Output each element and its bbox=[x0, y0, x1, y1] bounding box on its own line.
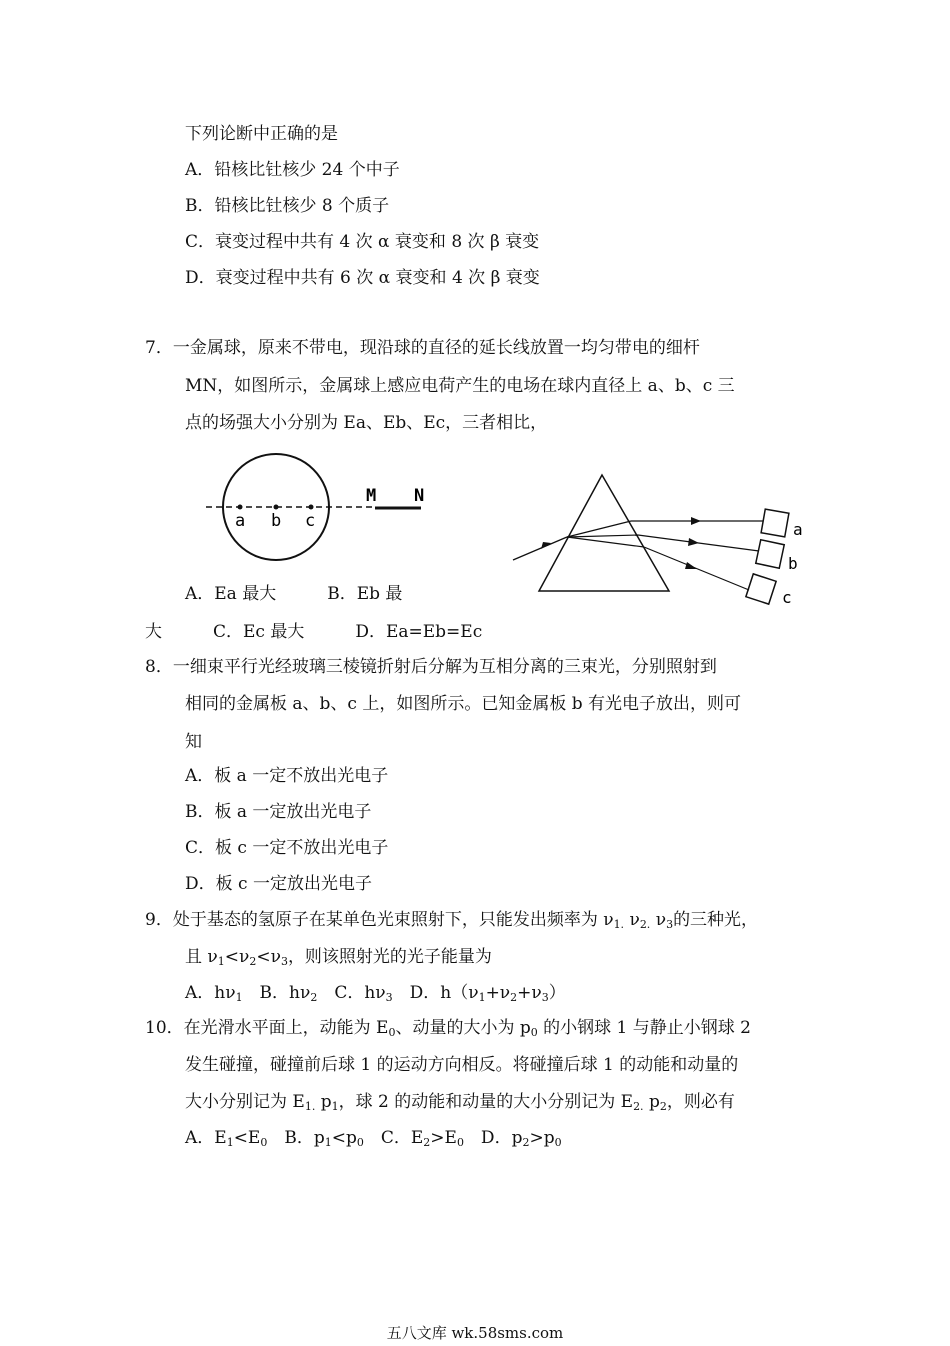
q7-line-2: MN，如图所示，金属球上感应电荷产生的电场在球内直径上 a、b、c 三 bbox=[185, 376, 735, 396]
beam-a-arrow bbox=[691, 517, 701, 525]
q6-option-b: B．铅核比钍核少 8 个质子 bbox=[185, 196, 390, 216]
incident-beam bbox=[513, 537, 567, 560]
q7-line-3: 点的场强大小分别为 Ea、Eb、Ec，三者相比， bbox=[185, 413, 548, 433]
plate-a bbox=[761, 509, 789, 537]
q10-line-3: 大小分别记为 $E_{1.}$ $p_1$，球 2 的动能和动量的大小分别记为 $E_{2.}$ $p_2$，则必有 bbox=[185, 1092, 735, 1113]
page-footer: 五八文库 wk.58sms.com bbox=[386, 1324, 564, 1342]
q6-option-c: C．衰变过程中共有 4 次 α 衰变和 8 次 β 衰变 bbox=[185, 232, 540, 252]
q7-line-1: 7．一金属球，原来不带电，现沿球的直径的延长线放置一均匀带电的细杆 bbox=[145, 338, 700, 358]
label-m: M bbox=[366, 486, 377, 506]
plate-label-b: b bbox=[788, 554, 798, 573]
q8-line-1: 8．一细束平行光经玻璃三棱镜折射后分解为互相分离的三束光，分别照射到 bbox=[145, 657, 717, 677]
beam-b-inside bbox=[567, 535, 638, 537]
q6-option-a: A．铅核比钍核少 24 个中子 bbox=[185, 160, 400, 180]
beam-c-arrow bbox=[685, 562, 697, 569]
plate-label-a: a bbox=[793, 520, 803, 539]
beam-a-inside bbox=[567, 521, 631, 537]
label-a: a bbox=[235, 511, 246, 531]
beam-c bbox=[644, 547, 749, 590]
q10-line-1: 10．在光滑水平面上，动能为 $E_0$、动量的大小为 $p_0$ 的小钢球 1 与静止小钢球 2 bbox=[145, 1018, 751, 1039]
q10-line-2: 发生碰撞，碰撞前后球 1 的运动方向相反。将碰撞后球 1 的动能和动量的 bbox=[185, 1055, 739, 1075]
label-c: c bbox=[305, 511, 316, 531]
q7-options-line-2: 大 C．Ec 最大 D．Ea=Eb=Ec bbox=[145, 622, 483, 642]
q10-options: A．$E_1<E_0$ B．$p_1<p_0$ C．$E_2>E_0$ D．$p_2>p_0$ bbox=[185, 1128, 562, 1149]
prism-figure bbox=[505, 465, 815, 610]
q7-options-line-1: A．Ea 最大 B．Eb 最 bbox=[185, 584, 403, 604]
point-c bbox=[309, 505, 314, 510]
q8-option-b: B．板 a 一定放出光电子 bbox=[185, 802, 372, 822]
glass-prism bbox=[539, 475, 669, 591]
label-n: N bbox=[414, 486, 425, 506]
sphere-rod-figure bbox=[200, 445, 450, 575]
q9-line-1: 9．处于基态的氢原子在某单色光束照射下，只能发出频率为 $\nu_{1.}$ $\nu_{2.}$ $\nu_3$的三种光， bbox=[145, 910, 759, 931]
beam-c-inside bbox=[567, 537, 644, 547]
label-b: b bbox=[271, 511, 282, 531]
incident-arrow bbox=[541, 542, 551, 549]
q6-option-d: D．衰变过程中共有 6 次 α 衰变和 4 次 β 衰变 bbox=[185, 268, 540, 288]
q8-option-a: A．板 a 一定不放出光电子 bbox=[185, 766, 389, 786]
beam-b-arrow bbox=[688, 538, 699, 546]
plate-label-c: c bbox=[782, 588, 792, 607]
q8-line-2: 相同的金属板 a、b、c 上，如图所示。已知金属板 b 有光电子放出，则可 bbox=[185, 694, 742, 714]
q8-option-c: C．板 c 一定不放出光电子 bbox=[185, 838, 389, 858]
q6-stem-tail: 下列论断中正确的是 bbox=[185, 124, 338, 144]
point-b bbox=[274, 505, 279, 510]
plate-b bbox=[756, 540, 784, 568]
q8-line-3: 知 bbox=[185, 732, 202, 752]
q9-options: A．$h\nu_1$ B．$h\nu_2$ C．$h\nu_3$ D．$h(\nu_1+\nu_2+\nu_3)$ bbox=[185, 983, 566, 1004]
q8-option-d: D．板 c 一定放出光电子 bbox=[185, 874, 372, 894]
q9-line-2: 且 $\nu_1<\nu_2<\nu_3$，则该照射光的光子能量为 bbox=[185, 947, 492, 968]
plate-c bbox=[746, 574, 776, 604]
point-a bbox=[238, 505, 243, 510]
